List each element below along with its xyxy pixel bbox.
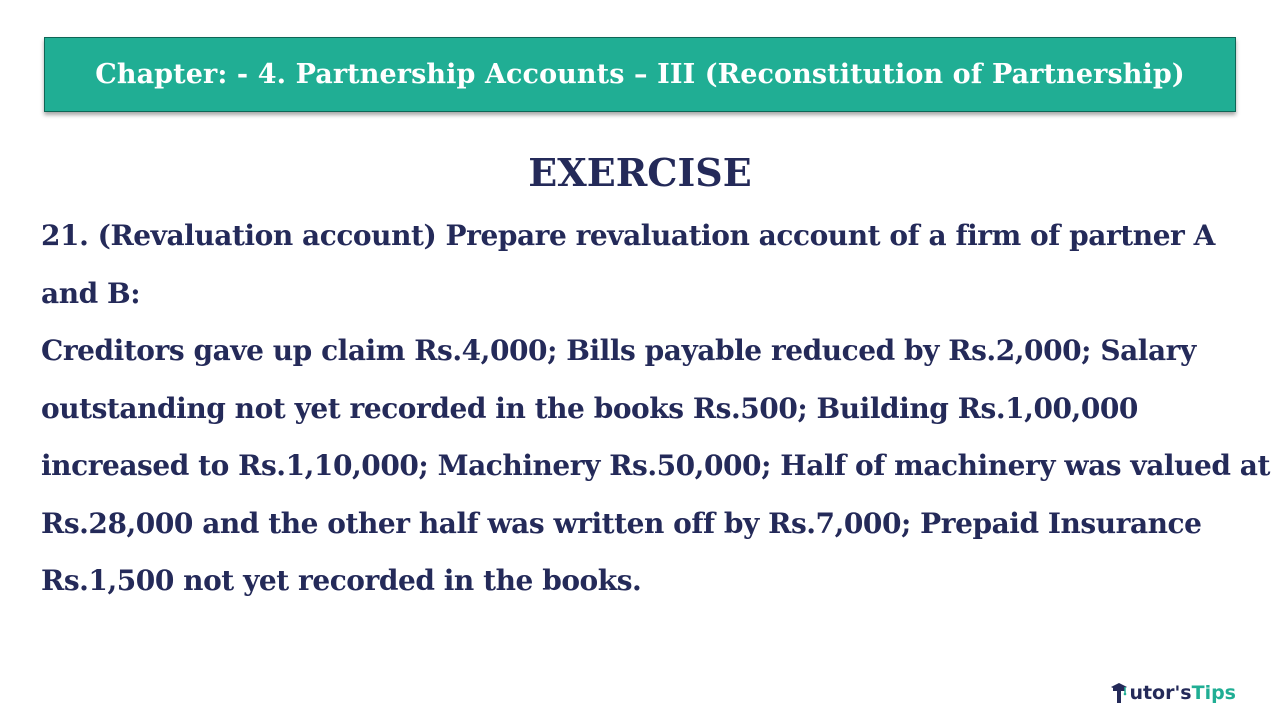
question-line: increased to Rs.1,10,000; Machinery Rs.50,000; Half of machinery was valued at xyxy=(41,449,1270,482)
logo-text-tutors: utor's xyxy=(1129,682,1192,704)
question-line: and B: xyxy=(41,276,141,310)
question-line: Creditors gave up claim Rs.4,000; Bills payable reduced by Rs.2,000; Salary xyxy=(41,334,1196,367)
logo-text-tips: Tips xyxy=(1191,682,1236,704)
question-line: 21. (Revaluation account) Prepare revaluation account of a firm of partner A xyxy=(41,219,1215,252)
question-line: outstanding not yet recorded in the books Rs.500; Building Rs.1,00,000 xyxy=(41,391,1138,425)
question-text xyxy=(41,207,1270,610)
tutors-tips-logo xyxy=(1110,682,1236,704)
chapter-title: Chapter: - 4. Partnership Accounts – III (Reconstitution of Partnership) xyxy=(95,59,1185,90)
question-line: Rs.28,000 and the other half was written off by Rs.7,000; Prepaid Insurance xyxy=(41,506,1202,540)
exercise-heading: EXERCISE xyxy=(528,150,752,195)
graduation-cap-icon xyxy=(1110,682,1128,704)
chapter-banner xyxy=(44,37,1236,112)
question-line: Rs.1,500 not yet recorded in the books. xyxy=(41,564,642,597)
